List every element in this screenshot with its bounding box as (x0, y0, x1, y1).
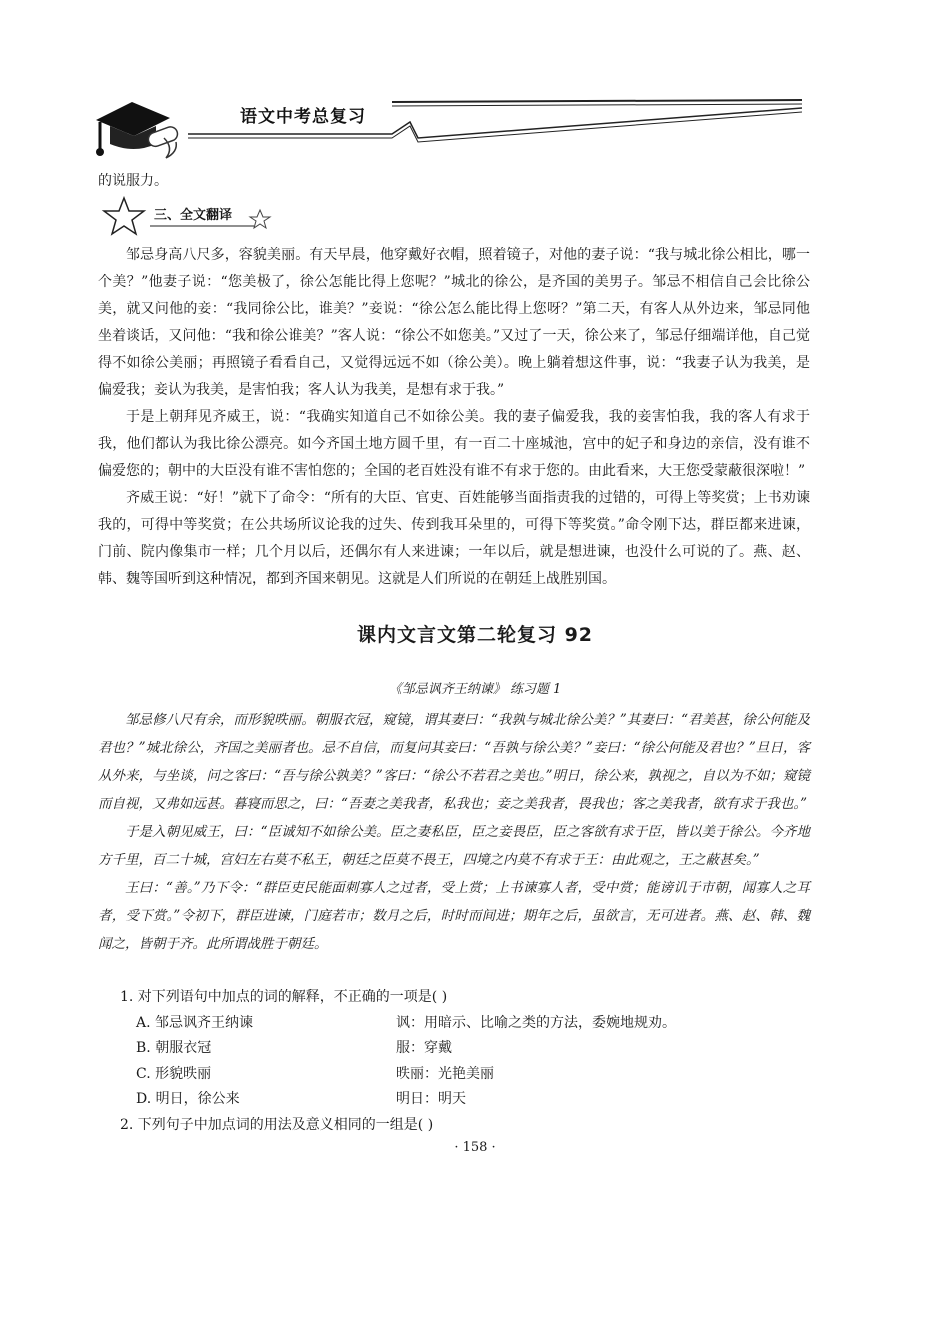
option-b-text: B. 朝服衣冠 (136, 1040, 212, 1056)
exercise-subtitle: 《邹忌讽齐王纳谏》 练习题 1 (388, 682, 562, 697)
translation-paragraph: 齐威王说：“好！”就下了命令：“所有的大臣、官吏、百姓能够当面指责我的过错的，可得上等奖赏；上书劝谏我的，可得中等奖赏；在公共场所议论我的过失、传到我耳朵里的，可得下等奖赏。”命令刚下达，群臣都来进谏，门前、院内像集市一样；几个月以后，还偶尔有人来进谏；一年以后，就是想进谏，也没什么可说的了。燕、赵、韩、魏等国听到这种情况，都到齐国来朝见。这就是人们所说的在朝廷上战胜别国。 (98, 490, 810, 587)
question-list (120, 985, 810, 1138)
classical-paragraph: 王曰：“善。”乃下令：“群臣吏民能面刺寡人之过者，受上赏；上书谏寡人者，受中赏；能谤讥于市朝，闻寡人之耳者，受下赏。”令初下，群臣进谏，门庭若市；数月之后，时时而间进；期年之后，虽欲言，无可进者。燕、赵、韩、魏闻之，皆朝于齐。此所谓战胜于朝廷。 (98, 880, 810, 952)
classical-paragraph: 于是入朝见威王，曰：“臣诚知不如徐公美。臣之妻私臣，臣之妾畏臣，臣之客欲有求于臣，皆以美于徐公。今齐地方千里，百二十城，宫妇左右莫不私王，朝廷之臣莫不畏王，四境之内莫不有求于王：由此观之，王之蔽甚矣。” (98, 824, 810, 868)
page-header (92, 92, 802, 164)
section-title: 课内文言文第二轮复习 92 (356, 624, 594, 646)
option-d-explanation: 明日：明天 (396, 1091, 466, 1107)
option-c-explanation: 昳丽：光艳美丽 (396, 1065, 494, 1082)
option-c-text: C. 形貌昳丽 (136, 1065, 212, 1082)
option-a-text: A. 邹忌讽齐王纳谏 (136, 1014, 254, 1031)
option-a-explanation: 讽：用暗示、比喻之类的方法，委婉地规劝。 (396, 1014, 676, 1031)
graduation-cap-icon (96, 102, 179, 158)
option-d-text: D. 明日，徐公来 (136, 1091, 240, 1107)
option-a[interactable] (120, 1011, 810, 1037)
header-title: 语文中考总复习 (240, 107, 366, 127)
lead-text: 的说服力。 (98, 173, 168, 189)
option-c[interactable] (120, 1062, 810, 1088)
option-d[interactable] (120, 1087, 810, 1113)
question-2: 2. 下列句子中加点词的用法及意义相同的一组是( ) (120, 1116, 434, 1133)
section-heading: 三、全文翻译 (154, 208, 233, 223)
small-star-icon (250, 210, 270, 228)
option-b-explanation: 服：穿戴 (396, 1040, 452, 1056)
classical-paragraph: 邹忌修八尺有余，而形貌昳丽。朝服衣冠，窥镜，谓其妻曰：“我孰与城北徐公美？”其妻曰：“君美甚，徐公何能及君也？”城北徐公，齐国之美丽者也。忌不自信，而复问其妾曰：“吾孰与徐公美？”妾曰：“徐公何能及君也？”旦日，客从外来，与坐谈，问之客曰：“吾与徐公孰美？”客曰：“徐公不若君之美也。”明日，徐公来，孰视之，自以为不如；窥镜而自视，又弗如远甚。暮寝而思之，曰：“吾妻之美我者，私我也；妾之美我者，畏我也；客之美我者，欲有求于我也。” (98, 712, 810, 812)
classical-text (98, 706, 810, 958)
translation-paragraph: 于是上朝拜见齐威王，说：“我确实知道自己不如徐公美。我的妻子偏爱我，我的妾害怕我，我的客人有求于我，他们都认为我比徐公漂亮。如今齐国土地方圆千里，有一百二十座城池，宫中的妃子和身边的亲信，没有谁不偏爱您的；朝中的大臣没有谁不害怕您的；全国的老百姓没有谁不有求于您的。由此看来，大王您受蒙蔽很深啦！” (98, 409, 810, 479)
page-number: · 158 · (454, 1140, 496, 1155)
question-1: 1. 对下列语句中加点的词的解释，不正确的一项是( ) (120, 989, 448, 1005)
option-b[interactable] (120, 1036, 810, 1062)
translation-paragraph: 邹忌身高八尺多，容貌美丽。有天早晨，他穿戴好衣帽，照着镜子，对他的妻子说：“我与城北徐公相比，哪一个美？”他妻子说：“您美极了，徐公怎能比得上您呢？”城北的徐公，是齐国的美男子。邹忌不相信自己会比徐公美，就又问他的妾：“我同徐公比，谁美？”妾说：“徐公怎么能比得上您呀？”第二天，有客人从外边来，邹忌同他坐着谈话，又问他：“我和徐公谁美？”客人说：“徐公不如您美。”又过了一天，徐公来了，邹忌仔细端详他，自己觉得不如徐公美丽；再照镜子看看自己，又觉得远远不如（徐公美）。晚上躺着想这件事，说：“我妻子认为我美，是偏爱我；妾认为我美，是害怕我；客人认为我美，是想有求于我。” (98, 247, 810, 398)
header-decoration (92, 92, 802, 164)
translation-heading (98, 196, 288, 236)
translation-text (98, 242, 810, 593)
star-icon (104, 198, 144, 234)
